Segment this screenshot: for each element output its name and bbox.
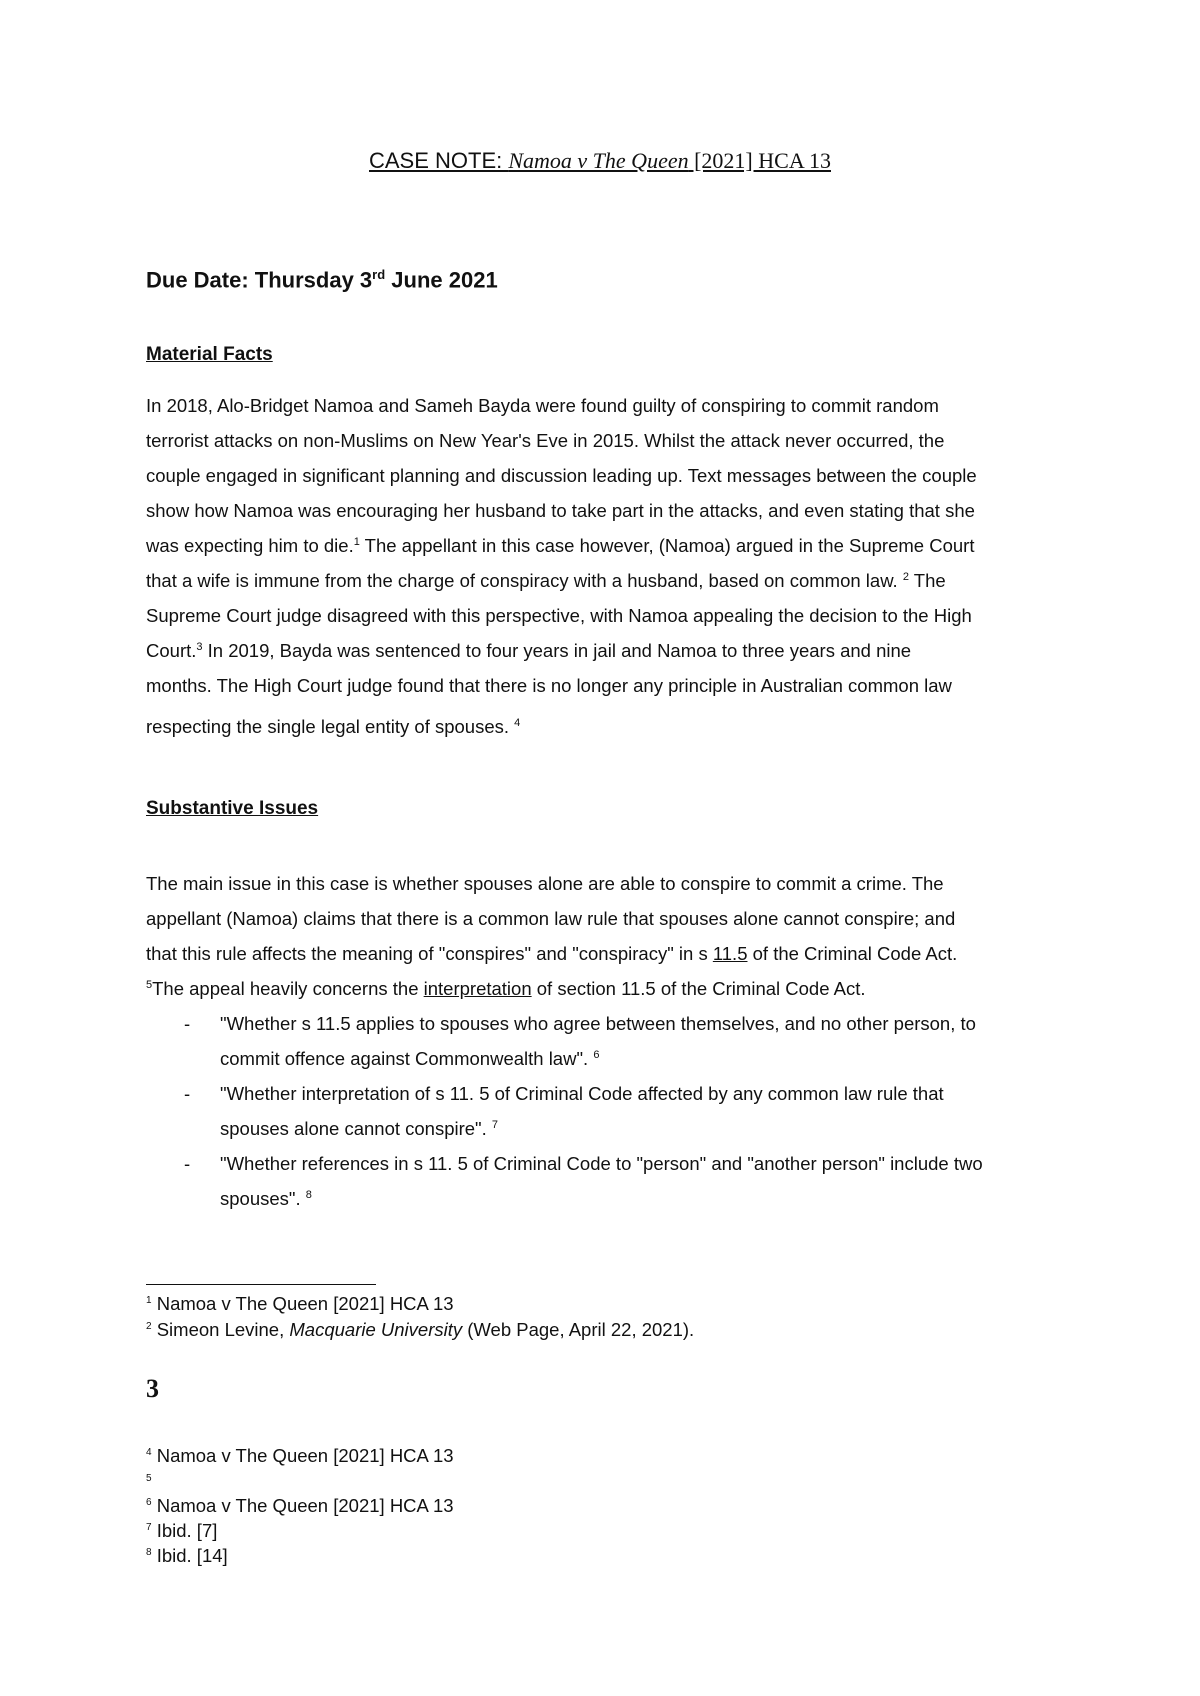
mf-line-8a: Court.: [146, 640, 197, 661]
due-date-rest: June 2021: [385, 267, 498, 293]
mf-line-1: In 2018, Alo-Bridget Namoa and Sameh Bayda were found guilty of conspiring to commit random: [146, 395, 939, 416]
issue-bullet-2: [146, 1076, 1066, 1146]
bullet-dash: -: [184, 1083, 191, 1104]
footnote-7-text: Ibid. [7]: [151, 1520, 218, 1542]
footnote-5-number: 5: [146, 1473, 152, 1484]
si-line-3: [146, 936, 1066, 971]
mf-line-6: [146, 563, 1066, 598]
footnote-ref-8[interactable]: 8: [305, 1188, 312, 1201]
bullet-1-line-1: "Whether s 11.5 applies to spouses who agree between themselves, and no other person, to: [220, 1013, 976, 1034]
footnote-2: [146, 1314, 694, 1342]
footnote-ref-3[interactable]: 3: [196, 640, 203, 653]
si-line-4a: The appeal heavily concerns the: [152, 978, 424, 999]
substantive-issues-paragraph: [146, 866, 1066, 1216]
footnote-6-text: Namoa v The Queen [2021] HCA 13: [151, 1495, 454, 1517]
mf-line-9: months. The High Court judge found that there is no longer any principle in Australian common law: [146, 675, 952, 696]
bullet-3-line-2-text: spouses".: [220, 1188, 306, 1209]
footnote-ref-4[interactable]: 4: [514, 716, 521, 729]
si-line-3a: that this rule affects the meaning of "conspires" and "conspiracy" in s: [146, 943, 713, 964]
mf-line-6b: The: [908, 570, 946, 591]
footnote-ref-5[interactable]: 5: [146, 978, 153, 991]
mf-line-2: terrorist attacks on non-Muslims on New Year's Eve in 2015. Whilst the attack never occurred, the: [146, 430, 945, 451]
material-facts-paragraph: [146, 388, 1066, 744]
material-facts-heading: Material Facts: [146, 344, 273, 365]
mf-line-5: [146, 528, 1066, 563]
section-link-11-5[interactable]: 11.5: [712, 943, 748, 964]
si-line-4b: of section 11.5 of the Criminal Code Act.: [531, 978, 866, 999]
issue-bullet-3: [146, 1146, 1066, 1216]
footnote-2-text-a: Simeon Levine,: [151, 1319, 290, 1341]
interpretation-link[interactable]: interpretation: [423, 978, 532, 999]
bullet-1-line-2: [220, 1041, 1066, 1076]
footnote-7-number: 7: [146, 1522, 152, 1533]
footnote-6-number: 6: [146, 1497, 152, 1508]
due-date: [146, 260, 498, 295]
due-date-label: Due Date: Thursday 3: [146, 267, 373, 293]
si-line-2: appellant (Namoa) claims that there is a common law rule that spouses alone cannot conspire; and: [146, 908, 956, 929]
mf-line-7: Supreme Court judge disagreed with this perspective, with Namoa appealing the decision to the High: [146, 605, 972, 626]
footnote-2-text-b: (Web Page, April 22, 2021).: [462, 1319, 695, 1341]
substantive-issues-heading: Substantive Issues: [146, 798, 319, 819]
bullet-dash: -: [184, 1013, 191, 1034]
issue-bullet-1: [146, 1006, 1066, 1076]
bullet-2-line-1: "Whether interpretation of s 11. 5 of Criminal Code affected by any common law rule that: [220, 1083, 944, 1104]
mf-line-10: [146, 709, 1066, 744]
mf-line-5a: was expecting him to die.: [146, 535, 354, 556]
mf-line-8b: In 2019, Bayda was sentenced to four years in jail and Namoa to three years and nine: [202, 640, 912, 661]
mf-line-8: [146, 633, 1066, 668]
footnote-1: [146, 1288, 454, 1316]
footnote-4-text: Namoa v The Queen [2021] HCA 13: [151, 1445, 454, 1467]
footnote-2-italic: Macquarie University: [289, 1319, 463, 1341]
si-line-3b: of the Criminal Code Act.: [747, 943, 958, 964]
document-title: [0, 146, 1200, 176]
footnote-separator: [146, 1284, 376, 1285]
bullet-2-line-2: [220, 1111, 1066, 1146]
si-line-4: [146, 971, 1066, 1006]
mf-line-10a: respecting the single legal entity of spouses.: [146, 716, 515, 737]
title-case-name: Namoa v The Queen: [508, 148, 689, 173]
footnote-4-number: 4: [146, 1447, 152, 1458]
bullet-3-line-2: [220, 1181, 1066, 1216]
si-line-1: The main issue in this case is whether spouses alone are able to conspire to commit a crime. The: [146, 873, 944, 894]
footnote-4: [146, 1440, 454, 1468]
bullet-2-line-2-text: spouses alone cannot conspire".: [220, 1118, 492, 1139]
mf-line-6a: that a wife is immune from the charge of conspiracy with a husband, based on common law.: [146, 570, 903, 591]
title-citation: [2021] HCA 13: [688, 148, 831, 173]
footnote-1-number: 1: [146, 1295, 152, 1306]
mf-line-5b: The appellant in this case however, (Namoa) argued in the Supreme Court: [359, 535, 975, 556]
footnote-ref-6[interactable]: 6: [593, 1048, 600, 1061]
footnote-1-text: Namoa v The Queen [2021] HCA 13: [151, 1293, 454, 1315]
footnote-8-number: 8: [146, 1547, 152, 1558]
mf-line-4: show how Namoa was encouraging her husband to take part in the attacks, and even stating that she: [146, 500, 975, 521]
footnote-ref-2[interactable]: 2: [902, 570, 909, 583]
bullet-dash: -: [184, 1153, 191, 1174]
footnote-ref-7[interactable]: 7: [491, 1118, 499, 1131]
footnote-7: [146, 1515, 217, 1543]
footnote-8-text: Ibid. [14]: [151, 1545, 228, 1567]
footnote-8: [146, 1540, 228, 1568]
page-number: 3: [146, 1374, 159, 1403]
mf-line-3: couple engaged in significant planning and discussion leading up. Text messages between the couple: [146, 465, 977, 486]
footnote-6: [146, 1490, 454, 1518]
bullet-3-line-1: "Whether references in s 11. 5 of Criminal Code to "person" and "another person" include two: [220, 1153, 983, 1174]
footnote-ref-1[interactable]: 1: [353, 535, 360, 548]
bullet-1-line-2-text: commit offence against Commonwealth law".: [220, 1048, 594, 1069]
due-date-sup: rd: [372, 267, 386, 282]
title-prefix: CASE NOTE:: [369, 148, 509, 173]
footnote-2-number: 2: [146, 1321, 152, 1332]
